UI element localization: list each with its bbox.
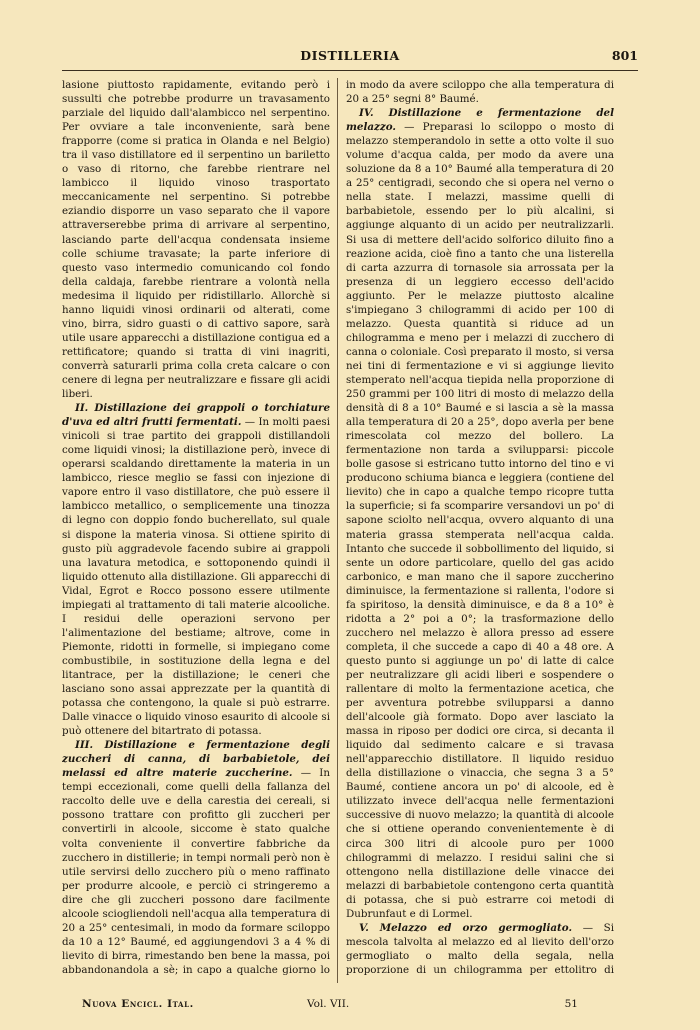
- right-column: [346, 78, 614, 978]
- paragraph-continuation: lasione piuttosto rapidamente, evitando però i sussulti che potrebbe produrre un travasamento parziale del liquido dall'alambicco nel serpentino. Per ovviare a tale inconveniente, sarà bene frapporre (come si pratica in Olanda e nel Belgio) tra il vaso distillatore ed il serpentino un bariletto o vaso di ritorno, che farebbe rientrare nel lambicco il liquido vinoso trasportato meccanicamente nel serpentino. Si potrebbe eziandio disporre un vaso separato che il vapore attraverserebbe prima di arrivare al serpentino, lasciando parte dell'acqua condensata insieme colle schiume travasate; la parte inferiore di questo vaso intermedio comunicando col fondo della caldaja, farebbe rientrare a volontà nella medesima il liquido per ridistillarlo. Allorchè si hanno liquidi vinosi ordinarii od alterati, come vino, birra, sidro guasti o di cattivo sapore, sarà utile usare apparecchi a distillazione contigua ed a rettificatore; quando si tratta di vini inagriti, converrà saturarli prima colla creta calcare o con cenere di legna per neutralizzare e fissare gli acidi liberi.: [62, 79, 330, 401]
- running-header: [62, 48, 638, 71]
- section-body-iv: — Preparasi lo sciloppo o mosto di melazzo stemperandolo in sette a otto volte il suo volume d'acqua calda, per modo da avere una soluzione da 8 a 10° Baumé alla temperatura di 20 a 25° centigradi, secondo che si opera nel verno o nella state. I melazzi, massime quelli di barbabietole, essendo per lo più alcalini, si aggiunge alquanto di un acido per neutralizzarli. Si usa di mettere dell'acido solforico diluito fino a reazione acida, cioè fino a tanto che una listerella di carta azzurra di tornasole sia arrossata per la presenza di un leggiero eccesso dell'acido aggiunto. Per le melazze piuttosto alcaline s'impiegano 3 chilogrammi di acido per 100 di melazzo. Questa quantità si riduce ad un chilogramma e meno per i melazzi di zucchero di canna o coloniale. Così preparato il mosto, si versa nei tini di fermentazione e vi si aggiunge lievito stemperato nell'acqua tiepida nella proporzione di 250 grammi per 100 litri di mosto di melazzo della densità di 8 a 10° Baumé e si lascia a sè la massa alla temperatura di 20 a 25°, dopo averla per bene rimescolata col mezzo del bollero. La fermentazione non tarda a svilupparsi: piccole bolle gasose si estricano tutto intorno del tino e vi producono schiuma bianca e leggiera (contiene del lievito) che in capo a qualche tempo ricopre tutta la superficie; si fa scomparire versandovi un po' di sapone sciolto nell'acqua, ovvero alquanto di una materia grassa stemperata nell'acqua calda. Intanto che succede il sobbollimento del liquido, si sente un odore particolare, quello del gas acido carbonico, e man mano che il sapore zuccherino diminuisce, la fermentazione si rallenta, l'odore si fa spiritoso, la densità diminuisce, e da 8 a 10° è ridotta a 2° poi a 0°; la trasformazione dello zucchero nel melazzo è allora presso ad essere completa, il che succede a capo di 40 a 48 ore. A questo punto si aggiunge un po' di latte di calce per neutralizzare gli acidi liberi e sospendere o rallentare di molto la fermentazione acetica, che per avventura potrebbe svilupparsi a danno dell'alcoole già formato. Dopo aver lasciato la massa in riposo per dodici ore circa, si decanta il liquido dal sedimento calcare e si travasa nell'apparecchio distillatore. Il liquido residuo della distillazione o vinaccia, che segna 3 a 5° Baumé, contiene ancora un po' di alcoole, ed è utilizzato invece dell'acqua nelle fermentazioni successive di nuovo melazzo; la quantità di alcoole che si ottiene operando convenientemente è di circa 300 litri di alcoole puro per 1000 chilogrammi di melazzo. I residui salini che si ottengono nella distillazione delle vinacce dei melazzi di barbabietole contengono certa quantità di potassa, che si può estrarre coi metodi di Dubrunfaut e di Lormel.: [346, 121, 614, 920]
- section-body-ii: — In molti paesi vinicoli si trae partito dei grappoli distillandoli come liquidi vinosi; la distillazione però, invece di operarsi scaldando direttamente la materia in un lambicco, riesce meglio se fassi con injezione di vapore entro il vaso distillatore, che può essere il lambicco metallico, o semplicemente una tinozza di legno con doppio fondo bucherellato, sul quale si dispone la materia vinosa. Si ottiene spirito di gusto più aggradevole facendo subire ai grappoli una lavatura metodica, e sottoponendo quindi il liquido ottenuto alla distillazione. Gli apparecchi di Vidal, Egrot e Rocco possono essere utilmente impiegati al trattamento di tali materie alcooliche. I residui delle operazioni servono per l'alimentazione del bestiame; altrove, come in Piemonte, ridotti in formelle, si impiegano come combustibile, in sostituzione della legna e del litantrace, per la distillazione; le ceneri che lasciano sono assai apprezzate per la quantità di potassa che contengono, la quale si può estrarre. Dalle vinacce o liquido vinoso esaurito di alcoole si può ottenere del bitartrato di potassa.: [62, 416, 330, 738]
- page-number: 801: [611, 48, 638, 63]
- section-body-v: — Si mescola talvolta al melazzo ed al lievito dell'orzo germogliato o malto della segala, nella proporzione di un chilogramma per ettolitro di: [346, 921, 614, 976]
- page-footer: [62, 998, 638, 1016]
- page-title: DISTILLERIA: [300, 48, 400, 63]
- paragraph-section-iii: [62, 738, 330, 978]
- footer-sheet-number: 51: [564, 998, 578, 1010]
- paragraph-continuation-right: in modo da avere sciloppo che alla temperatura di 20 a 25° segni 8° Baumé.: [346, 79, 614, 106]
- section-heading-iii: III. Distillazione e fermentazione degli zuccheri di canna, di barbabietole, dei melassi ed altre materie zuccherine.: [62, 739, 330, 780]
- column-divider: [337, 78, 338, 983]
- section-heading-ii: II. Distillazione dei grappoli o torchiature d'uva ed altri frutti fermentati.: [62, 402, 330, 429]
- paragraph-section-iv: [346, 106, 614, 921]
- paragraph-section-ii: [62, 401, 330, 738]
- section-heading-iv: IV. Distillazione e fermentazione del melazzo.: [346, 107, 614, 134]
- footer-volume: Vol. VII.: [307, 998, 350, 1010]
- left-column: [62, 78, 330, 978]
- footer-publication: Nuova Encicl. Ital.: [82, 998, 194, 1010]
- section-body-iii: — In tempi eccezionali, come quelli della fallanza del raccolto delle uve e della carestia dei cereali, si possono trattare con profitto gli zuccheri per convertirli in alcoole, siccome è stato qualche volta conveniente il convertire fabbriche da zucchero in distillerie; in tempi normali però non è utile servirsi dello zucchero più o meno raffinato per produrre alcoole, e perciò ci stringeremo a dire che gli zuccheri possono dare facilmente alcoole sciogliendoli nell'acqua alla temperatura di 20 a 25° centesimali, in modo da formare sciloppo da 10 a 12° Baumé, ed aggiungendovi 3 a 4 % di lievito di birra, rimestando ben bene la massa, poi abbandonandola a sè; in capo a qualche giorno lo: [62, 767, 330, 976]
- section-heading-v: V. Melazzo ed orzo germogliato.: [359, 921, 573, 934]
- paragraph-section-v: [346, 921, 614, 978]
